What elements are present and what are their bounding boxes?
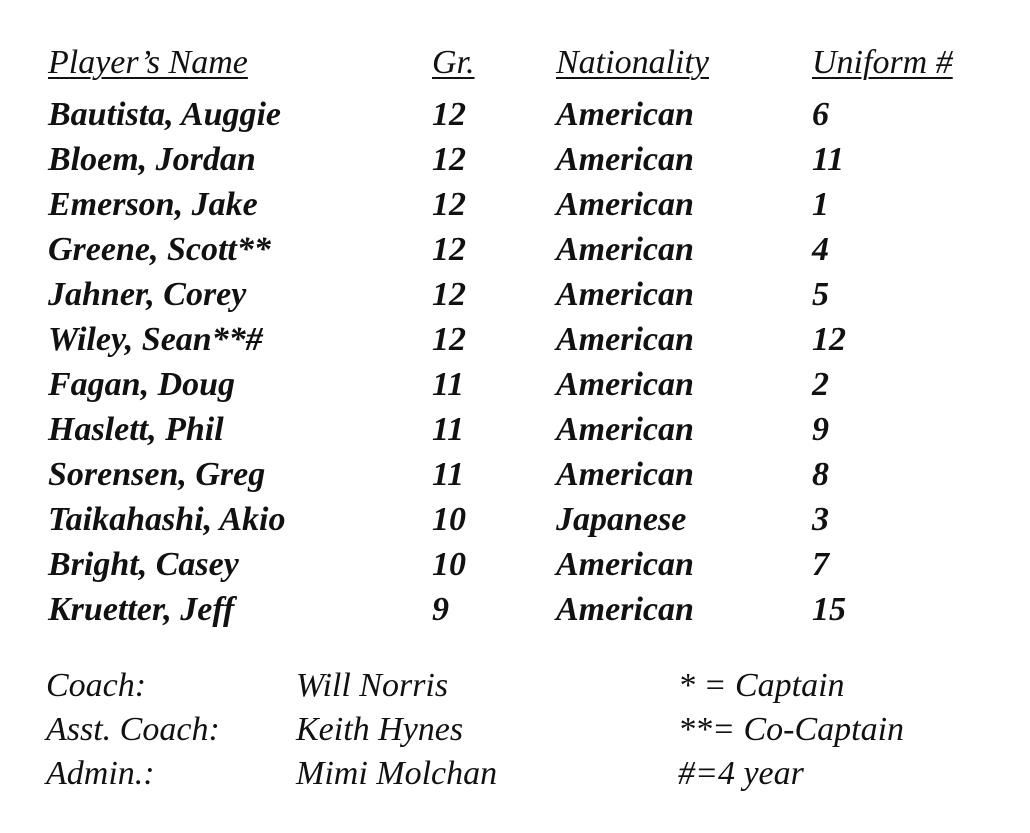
player-uniform-number: 11 (812, 141, 845, 178)
staff-person: Keith Hynes (296, 711, 464, 748)
player-row (44, 317, 1014, 362)
player-name: Jahner, Corey (48, 276, 247, 313)
legend-entry: * = Captain (678, 667, 845, 704)
player-nationality: Japanese (556, 501, 687, 538)
player-row (44, 137, 1014, 182)
player-name: Bautista, Auggie (48, 96, 282, 133)
player-name: Wiley, Sean**# (48, 321, 263, 358)
player-uniform-number: 15 (812, 591, 846, 628)
roster-table (44, 40, 1014, 632)
player-row (44, 407, 1014, 452)
player-nationality: American (556, 231, 694, 268)
staff-role: Asst. Coach: (46, 711, 220, 748)
player-row (44, 362, 1014, 407)
player-uniform-number: 3 (812, 501, 829, 538)
legend-entry: **= Co-Captain (678, 711, 905, 748)
header-grade: Gr. (432, 44, 475, 81)
roster-header-row (44, 40, 1014, 92)
player-nationality: American (556, 186, 694, 223)
player-row (44, 182, 1014, 227)
player-grade: 12 (432, 321, 466, 358)
player-row (44, 227, 1014, 272)
staff-and-legend (44, 664, 1014, 796)
player-uniform-number: 6 (812, 96, 829, 133)
player-row (44, 452, 1014, 497)
player-nationality: American (556, 546, 694, 583)
player-uniform-number: 5 (812, 276, 829, 313)
player-grade: 12 (432, 96, 466, 133)
staff-rows (44, 664, 1014, 796)
player-grade: 12 (432, 276, 466, 313)
player-grade: 9 (432, 591, 449, 628)
player-uniform-number: 12 (812, 321, 846, 358)
player-name: Emerson, Jake (48, 186, 258, 223)
player-name: Fagan, Doug (48, 366, 236, 403)
staff-row (44, 752, 1014, 796)
player-grade: 11 (432, 411, 465, 448)
player-row (44, 92, 1014, 137)
player-grade: 10 (432, 501, 466, 538)
header-player-name: Player’s Name (48, 44, 248, 81)
player-uniform-number: 7 (812, 546, 829, 583)
player-row (44, 542, 1014, 587)
player-nationality: American (556, 96, 694, 133)
player-grade: 11 (432, 366, 465, 403)
player-nationality: American (556, 456, 694, 493)
staff-row (44, 708, 1014, 752)
player-uniform-number: 2 (812, 366, 829, 403)
player-name: Sorensen, Greg (48, 456, 266, 493)
player-name: Haslett, Phil (48, 411, 224, 448)
staff-row (44, 664, 1014, 708)
player-row (44, 587, 1014, 632)
player-nationality: American (556, 141, 694, 178)
player-uniform-number: 9 (812, 411, 829, 448)
staff-role: Admin.: (46, 755, 155, 792)
player-grade: 12 (432, 141, 466, 178)
header-nationality: Nationality (556, 44, 709, 81)
header-uniform-number: Uniform # (812, 44, 953, 81)
player-uniform-number: 4 (812, 231, 829, 268)
player-grade: 12 (432, 231, 466, 268)
player-nationality: American (556, 366, 694, 403)
player-rows (44, 92, 1014, 632)
player-nationality: American (556, 276, 694, 313)
player-row (44, 497, 1014, 542)
player-name: Kruetter, Jeff (48, 591, 235, 628)
legend-entry: #=4 year (678, 755, 804, 792)
staff-person: Will Norris (296, 667, 449, 704)
player-name: Bright, Casey (48, 546, 239, 583)
staff-person: Mimi Molchan (296, 755, 498, 792)
player-uniform-number: 8 (812, 456, 829, 493)
player-nationality: American (556, 411, 694, 448)
player-name: Bloem, Jordan (48, 141, 256, 178)
player-uniform-number: 1 (812, 186, 829, 223)
player-nationality: American (556, 321, 694, 358)
player-row (44, 272, 1014, 317)
player-grade: 10 (432, 546, 466, 583)
player-name: Taikahashi, Akio (48, 501, 286, 538)
staff-role: Coach: (46, 667, 147, 704)
player-name: Greene, Scott** (48, 231, 271, 268)
player-grade: 12 (432, 186, 466, 223)
player-grade: 11 (432, 456, 465, 493)
player-nationality: American (556, 591, 694, 628)
